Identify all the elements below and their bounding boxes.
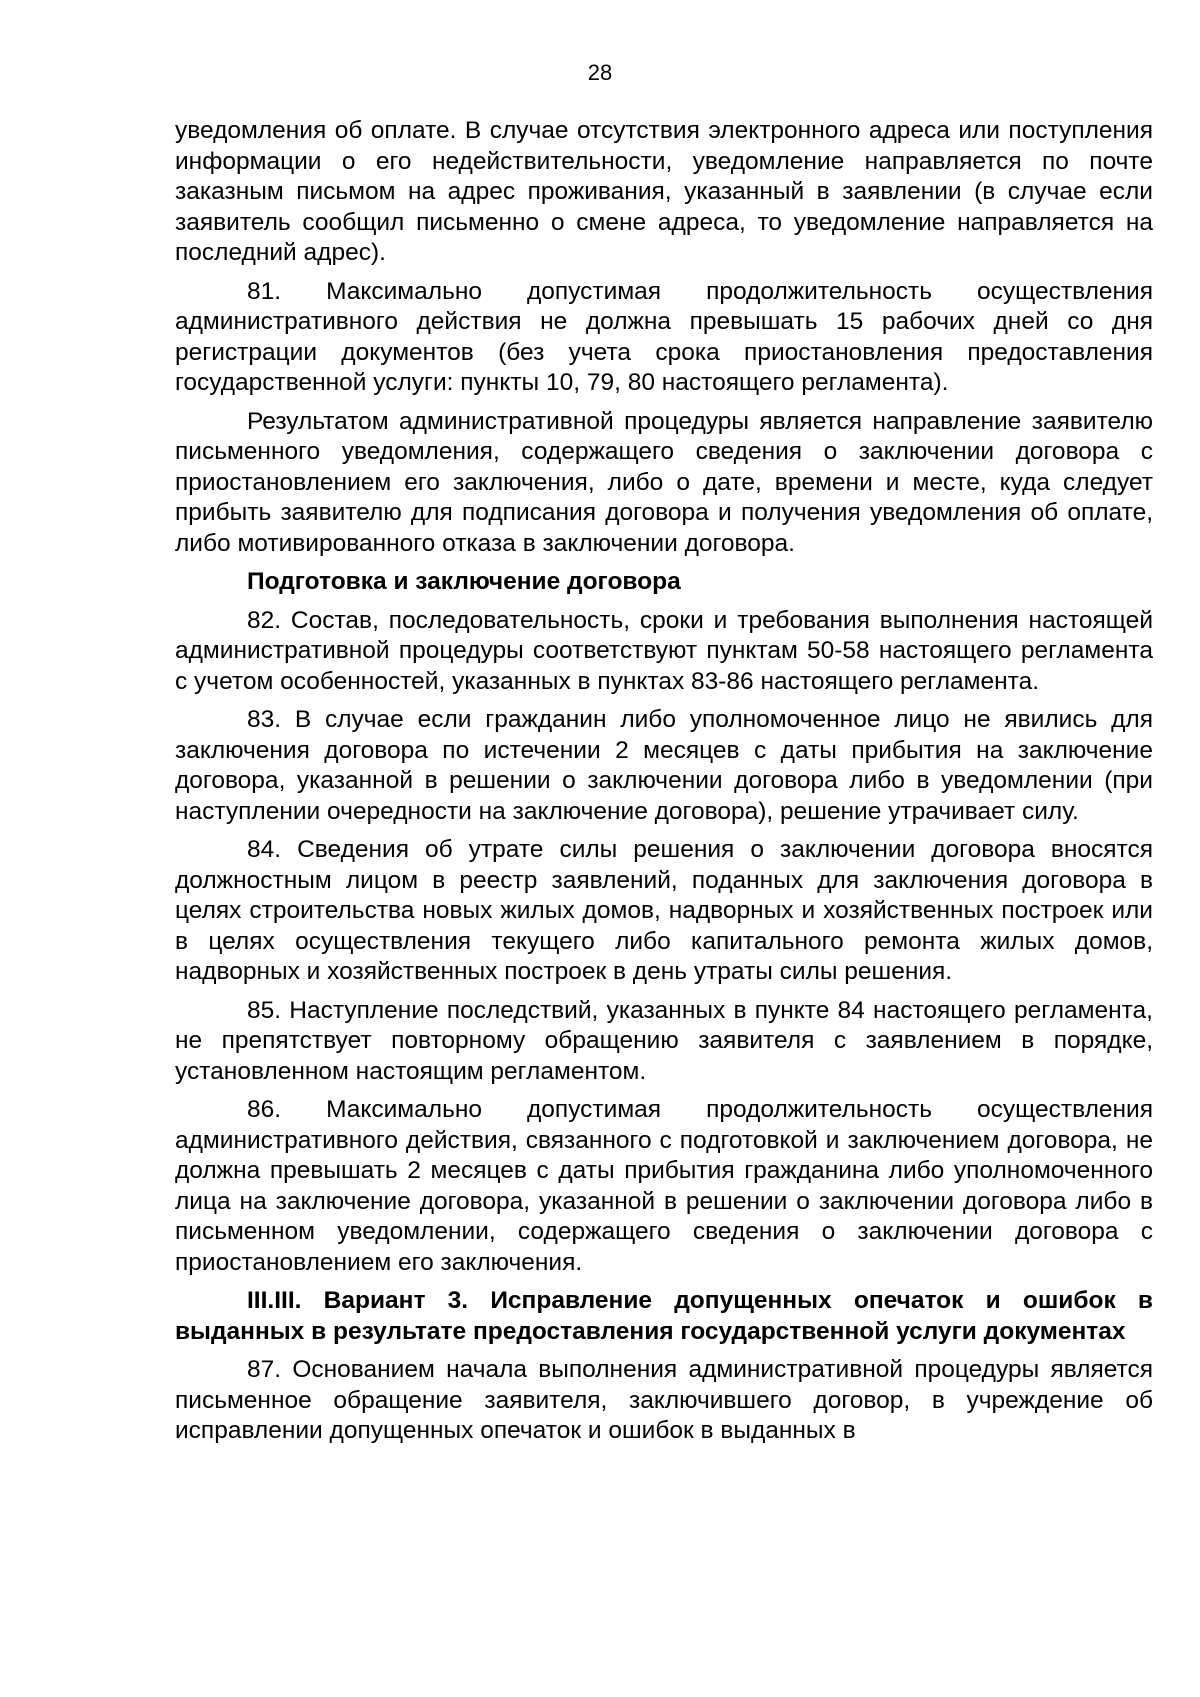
section-heading-contract-preparation: Подготовка и заключение договора — [247, 568, 681, 595]
document-body — [175, 116, 1153, 1455]
page-number: 28 — [587, 60, 613, 85]
paragraph-81: 81. Максимально допустимая продолжительность осуществления административного действия не должна превышать 15 рабочих дней со дня регистрации документов (без учета срока приостановления предоставления государственной услуги: пункты 10, 79, 80 настоящего регламента). — [175, 277, 1153, 396]
paragraph-notification-continued: уведомления об оплате. В случае отсутствия электронного адреса или поступления информации о его недействительности, уведомление направляется по почте заказным письмом на адрес проживания, указанный в заявлении (в случае если заявитель сообщил письменно о смене адреса, то уведомление направляется на последний адрес). — [175, 117, 1153, 266]
paragraph-procedure-result: Результатом административной процедуры является направление заявителю письменного уведомления, содержащего сведения о заключении договора с приостановлением его заключения, либо о дате, времени и месте, куда следует прибыть заявителю для подписания договора и получения уведомления об оплате, либо мотивированного отказа в заключении договора. — [175, 407, 1153, 557]
paragraph-83: 83. В случае если гражданин либо уполномоченное лицо не явились для заключения договора по истечении 2 месяцев с даты прибытия на заключение договора, указанной в решении о заключении договора либо в уведомлении (при наступлении очередности на заключение договора), решение утрачивает силу. — [175, 706, 1153, 825]
section-heading-variant-3: III.III. Вариант 3. Исправление допущенных опечаток и ошибок в выданных в результате предоставления государственной услуги документах — [175, 1287, 1153, 1345]
paragraph-86: 86. Максимально допустимая продолжительность осуществления административного действия, связанного с подготовкой и заключением договора, не должна превышать 2 месяцев с даты прибытия гражданина либо уполномоченного лица на заключение договора, указанной в решении о заключении договора либо в письменном уведомлении, содержащего сведения о заключении договора с приостановлением его заключения. — [175, 1096, 1153, 1276]
paragraph-87: 87. Основанием начала выполнения административной процедуры является письменное обращение заявителя, заключившего договор, в учреждение об исправлении допущенных опечаток и ошибок в выданных в — [175, 1356, 1153, 1444]
paragraph-84: 84. Сведения об утрате силы решения о заключении договора вносятся должностным лицом в реестр заявлений, поданных для заключения договора в целях строительства новых жилых домов, надворных и хозяйственных построек или в целях осуществления текущего либо капитального ремонта жилых домов, надворных и хозяйственных построек в день утраты силы решения. — [175, 836, 1153, 985]
paragraph-85: 85. Наступление последствий, указанных в пункте 84 настоящего регламента, не препятствует повторному обращению заявителя с заявлением в порядке, установленном настоящим регламентом. — [175, 996, 1153, 1085]
paragraph-82: 82. Состав, последовательность, сроки и требования выполнения настоящей административной процедуры соответствуют пунктам 50-58 настоящего регламента с учетом особенностей, указанных в пунктах 83-86 настоящего регламента. — [175, 606, 1153, 695]
